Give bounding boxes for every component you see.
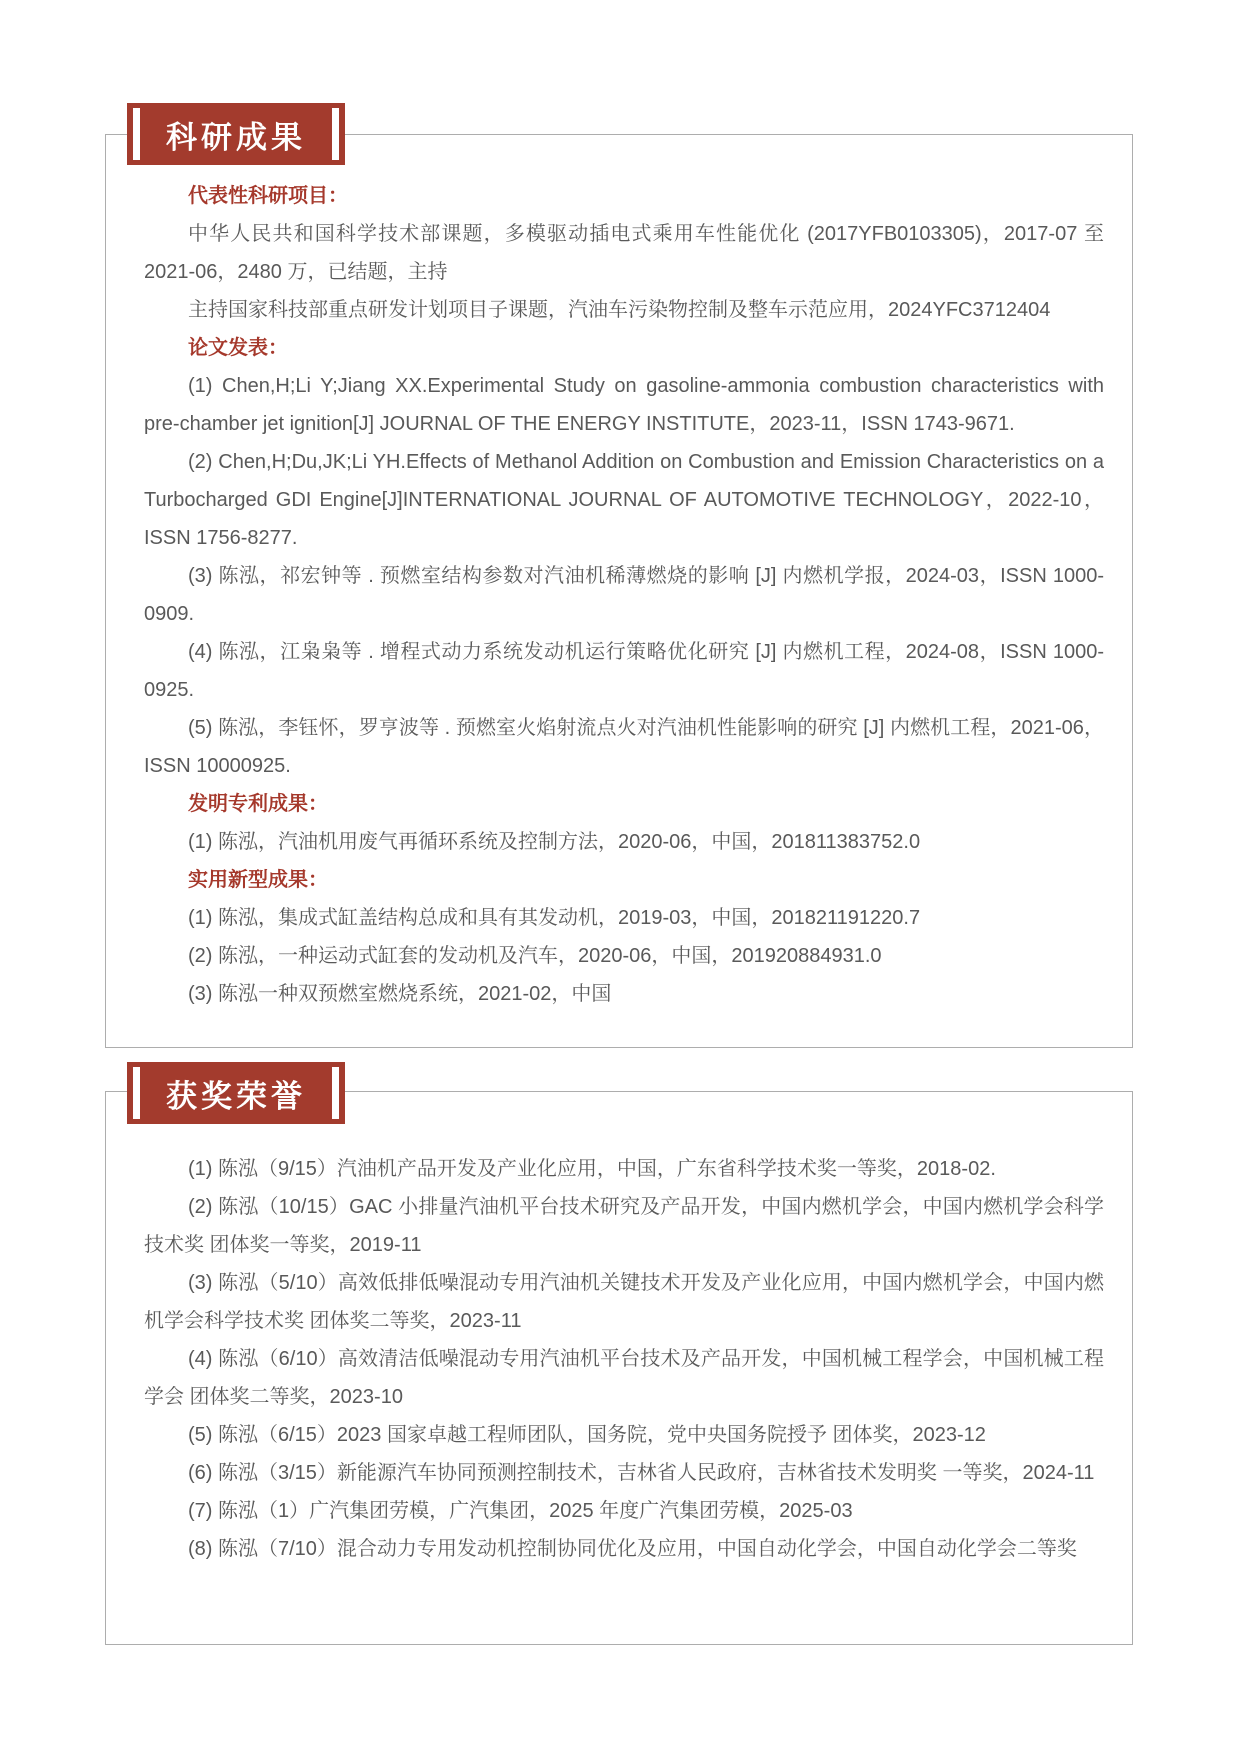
invention-patent-item: (1) 陈泓，汽油机用废气再循环系统及控制方法，2020-06，中国，201811383752.0 [188,831,921,853]
subsection-heading-utility-models: 实用新型成果： [188,869,328,891]
awards-section-content [106,1092,1132,1604]
award-item: (6) 陈泓（3/15）新能源汽车协同预测控制技术，吉林省人民政府，吉林省技术发明奖 一等奖，2024-11 [188,1462,1095,1484]
award-item: (5) 陈泓（6/15）2023 国家卓越工程师团队，国务院，党中央国务院授予 团体奖，2023-12 [188,1424,986,1446]
publication-item: (1) Chen,H;Li Y;Jiang XX.Experimental Study on gasoline-ammonia combustion characteristics with pre-chamber jet ignition[J] JOURNAL OF THE ENERGY INSTITUTE，2023-11，ISSN 1743-9671. [144,375,1104,435]
award-item: (7) 陈泓（1）广汽集团劳模，广汽集团，2025 年度广汽集团劳模，2025-03 [188,1500,853,1522]
research-section-content [106,135,1132,1047]
subsection-heading-projects: 代表性科研项目： [188,185,348,207]
publication-item: (3) 陈泓，祁宏钟等 . 预燃室结构参数对汽油机稀薄燃烧的影响 [J] 内燃机学报，2024-03，ISSN 1000-0909. [144,565,1104,625]
award-item: (8) 陈泓（7/10）混合动力专用发动机控制协同优化及应用，中国自动化学会，中国自动化学会二等奖 [188,1538,1077,1560]
research-section-badge [127,103,345,165]
award-item: (4) 陈泓（6/10）高效清洁低噪混动专用汽油机平台技术及产品开发，中国机械工程学会，中国机械工程学会 团体奖二等奖，2023-10 [144,1348,1104,1408]
project-item: 主持国家科技部重点研发计划项目子课题，汽油车污染物控制及整车示范应用，2024YFC3712404 [188,299,1051,321]
award-item: (3) 陈泓（5/10）高效低排低噪混动专用汽油机关键技术开发及产业化应用，中国内燃机学会，中国内燃机学会科学技术奖 团体奖二等奖，2023-11 [144,1272,1104,1332]
research-section-title: 科研成果 [166,119,306,155]
utility-model-item: (2) 陈泓，一种运动式缸套的发动机及汽车，2020-06，中国，201920884931.0 [188,945,882,967]
publication-item: (5) 陈泓，李钰怀，罗亨波等 . 预燃室火焰射流点火对汽油机性能影响的研究 [J] 内燃机工程，2021-06，ISSN 10000925. [144,717,1104,777]
utility-model-item: (3) 陈泓一种双预燃室燃烧系统，2021-02，中国 [188,983,612,1005]
project-item: 中华人民共和国科学技术部课题，多模驱动插电式乘用车性能优化 (2017YFB0103305)，2017-07 至 2021-06，2480 万，已结题，主持 [144,223,1104,283]
subsection-heading-invention-patents: 发明专利成果： [188,793,328,815]
research-section-panel [105,134,1133,1048]
publication-item: (4) 陈泓，江枭枭等 . 增程式动力系统发动机运行策略优化研究 [J] 内燃机工程，2024-08，ISSN 1000-0925. [144,641,1104,701]
publication-item: (2) Chen,H;Du,JK;Li YH.Effects of Methanol Addition on Combustion and Emission Characteristics on a Turbocharged GDI Engine[J]INTERNATIONAL JOURNAL OF AUTOMOTIVE TECHNOLOGY，2022-10，ISSN 1756-8277. [144,451,1104,549]
subsection-heading-publications: 论文发表： [188,337,288,359]
awards-section-badge [127,1062,345,1124]
awards-section-title: 获奖荣誉 [166,1078,306,1114]
award-item: (2) 陈泓（10/15）GAC 小排量汽油机平台技术研究及产品开发，中国内燃机学会，中国内燃机学会科学技术奖 团体奖一等奖，2019-11 [144,1196,1104,1256]
awards-section-panel [105,1091,1133,1645]
award-item: (1) 陈泓（9/15）汽油机产品开发及产业化应用，中国，广东省科学技术奖一等奖，2018-02. [188,1158,996,1180]
utility-model-item: (1) 陈泓，集成式缸盖结构总成和具有其发动机，2019-03，中国，201821191220.7 [188,907,921,929]
